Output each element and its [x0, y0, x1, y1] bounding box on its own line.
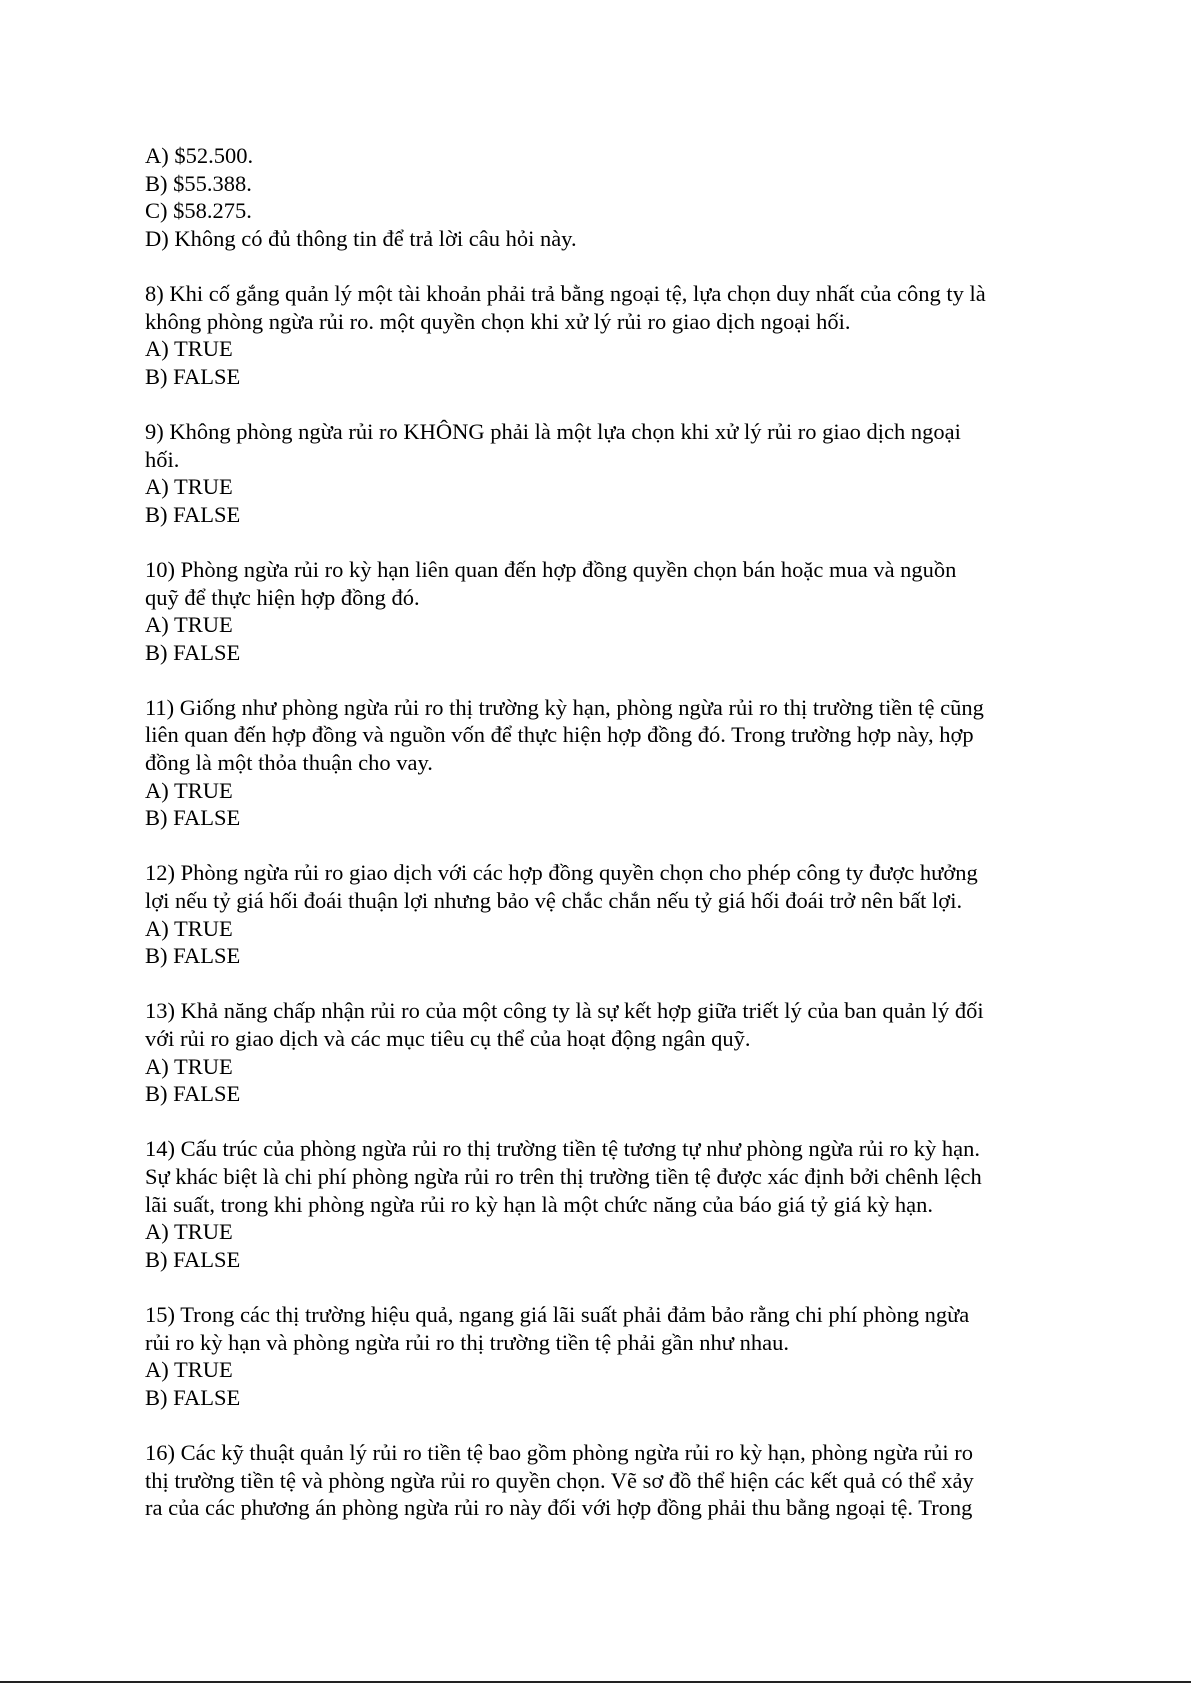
question-text: với rủi ro giao dịch và các mục tiêu cụ thể của hoạt động ngân quỹ. [145, 1026, 751, 1051]
question-14 [145, 1135, 1055, 1273]
question-text: 15) Trong các thị trường hiệu quả, ngang giá lãi suất phải đảm bảo rằng chi phí phòng ngừa [145, 1301, 970, 1327]
question-text: Sự khác biệt là chi phí phòng ngừa rủi ro trên thị trường tiền tệ được xác định bởi chênh lệch [145, 1163, 982, 1189]
option-true: A) TRUE [145, 1219, 233, 1245]
option-true: A) TRUE [145, 474, 233, 500]
option-false: B) FALSE [145, 501, 241, 527]
option-b: B) $55.388. [145, 170, 252, 196]
question-text: lãi suất, trong khi phòng ngừa rủi ro kỳ hạn là một chức năng của báo giá tỷ giá kỳ hạn. [145, 1191, 933, 1217]
option-true: A) TRUE [145, 777, 233, 803]
question-15 [145, 1301, 1055, 1411]
question-text: ra của các phương án phòng ngừa rủi ro này đối với hợp đồng phải thu bằng ngoại tệ. Trong [145, 1495, 973, 1521]
option-false: B) FALSE [145, 805, 241, 831]
question-text: liên quan đến hợp đồng và nguồn vốn để thực hiện hợp đồng đó. Trong trường hợp này, hợp [145, 722, 974, 748]
question-9 [145, 418, 1055, 528]
option-false: B) FALSE [145, 363, 241, 389]
option-d: D) Không có đủ thông tin để trả lời câu hỏi này. [145, 225, 577, 251]
option-true: A) TRUE [145, 915, 233, 941]
question-text: thị trường tiền tệ và phòng ngừa rủi ro quyền chọn. Vẽ sơ đồ thể hiện các kết quả có thể xảy [145, 1467, 974, 1493]
page-bottom-rule [0, 1681, 1191, 1683]
question-text: 14) Cấu trúc của phòng ngừa rủi ro thị trường tiền tệ tương tự như phòng ngừa rủi ro kỳ hạn. [145, 1136, 980, 1162]
question-text: lợi nếu tỷ giá hối đoái thuận lợi nhưng bảo vệ chắc chắn nếu tỷ giá hối đoái trở nên bất lợi. [145, 888, 963, 914]
document-page [145, 142, 1055, 1522]
question-text: 13) Khả năng chấp nhận rủi ro của một công ty là sự kết hợp giữa triết lý của ban quản lý đối [145, 998, 984, 1024]
option-false: B) FALSE [145, 1384, 241, 1410]
question-text: quỹ để thực hiện hợp đồng đó. [145, 584, 420, 610]
question-16 [145, 1439, 1055, 1522]
question-text: 10) Phòng ngừa rủi ro kỳ hạn liên quan đến hợp đồng quyền chọn bán hoặc mua và nguồn [145, 556, 957, 582]
question-10 [145, 556, 1055, 666]
option-c: C) $58.275. [145, 198, 252, 224]
question-8 [145, 280, 1055, 390]
option-true: A) TRUE [145, 336, 233, 362]
question-11 [145, 694, 1055, 832]
question-text: 8) Khi cố gắng quản lý một tài khoản phải trả bằng ngoại tệ, lựa chọn duy nhất của công ty là [145, 280, 986, 306]
option-false: B) FALSE [145, 639, 241, 665]
continuation-options [145, 142, 1055, 252]
question-text: không phòng ngừa rủi ro. một quyền chọn khi xử lý rủi ro giao dịch ngoại hối. [145, 308, 851, 334]
question-text: rủi ro kỳ hạn và phòng ngừa rủi ro thị trường tiền tệ phải gần như nhau. [145, 1329, 789, 1355]
option-a: A) $52.500. [145, 143, 254, 168]
question-12 [145, 859, 1055, 969]
option-false: B) FALSE [145, 1246, 241, 1272]
option-true: A) TRUE [145, 1357, 233, 1383]
option-true: A) TRUE [145, 612, 233, 638]
question-text: 11) Giống như phòng ngừa rủi ro thị trường kỳ hạn, phòng ngừa rủi ro thị trường tiền tệ cũng [145, 694, 984, 720]
question-text: 9) Không phòng ngừa rủi ro KHÔNG phải là một lựa chọn khi xử lý rủi ro giao dịch ngoại [145, 418, 961, 444]
question-text: đồng là một thỏa thuận cho vay. [145, 750, 433, 776]
option-false: B) FALSE [145, 1081, 241, 1107]
question-text: 12) Phòng ngừa rủi ro giao dịch với các hợp đồng quyền chọn cho phép công ty được hưởng [145, 860, 978, 886]
question-text: hối. [145, 446, 180, 472]
question-13 [145, 997, 1055, 1107]
option-true: A) TRUE [145, 1053, 233, 1079]
question-text: 16) Các kỹ thuật quản lý rủi ro tiền tệ bao gồm phòng ngừa rủi ro kỳ hạn, phòng ngừa rủi ro [145, 1439, 973, 1465]
option-false: B) FALSE [145, 943, 241, 969]
